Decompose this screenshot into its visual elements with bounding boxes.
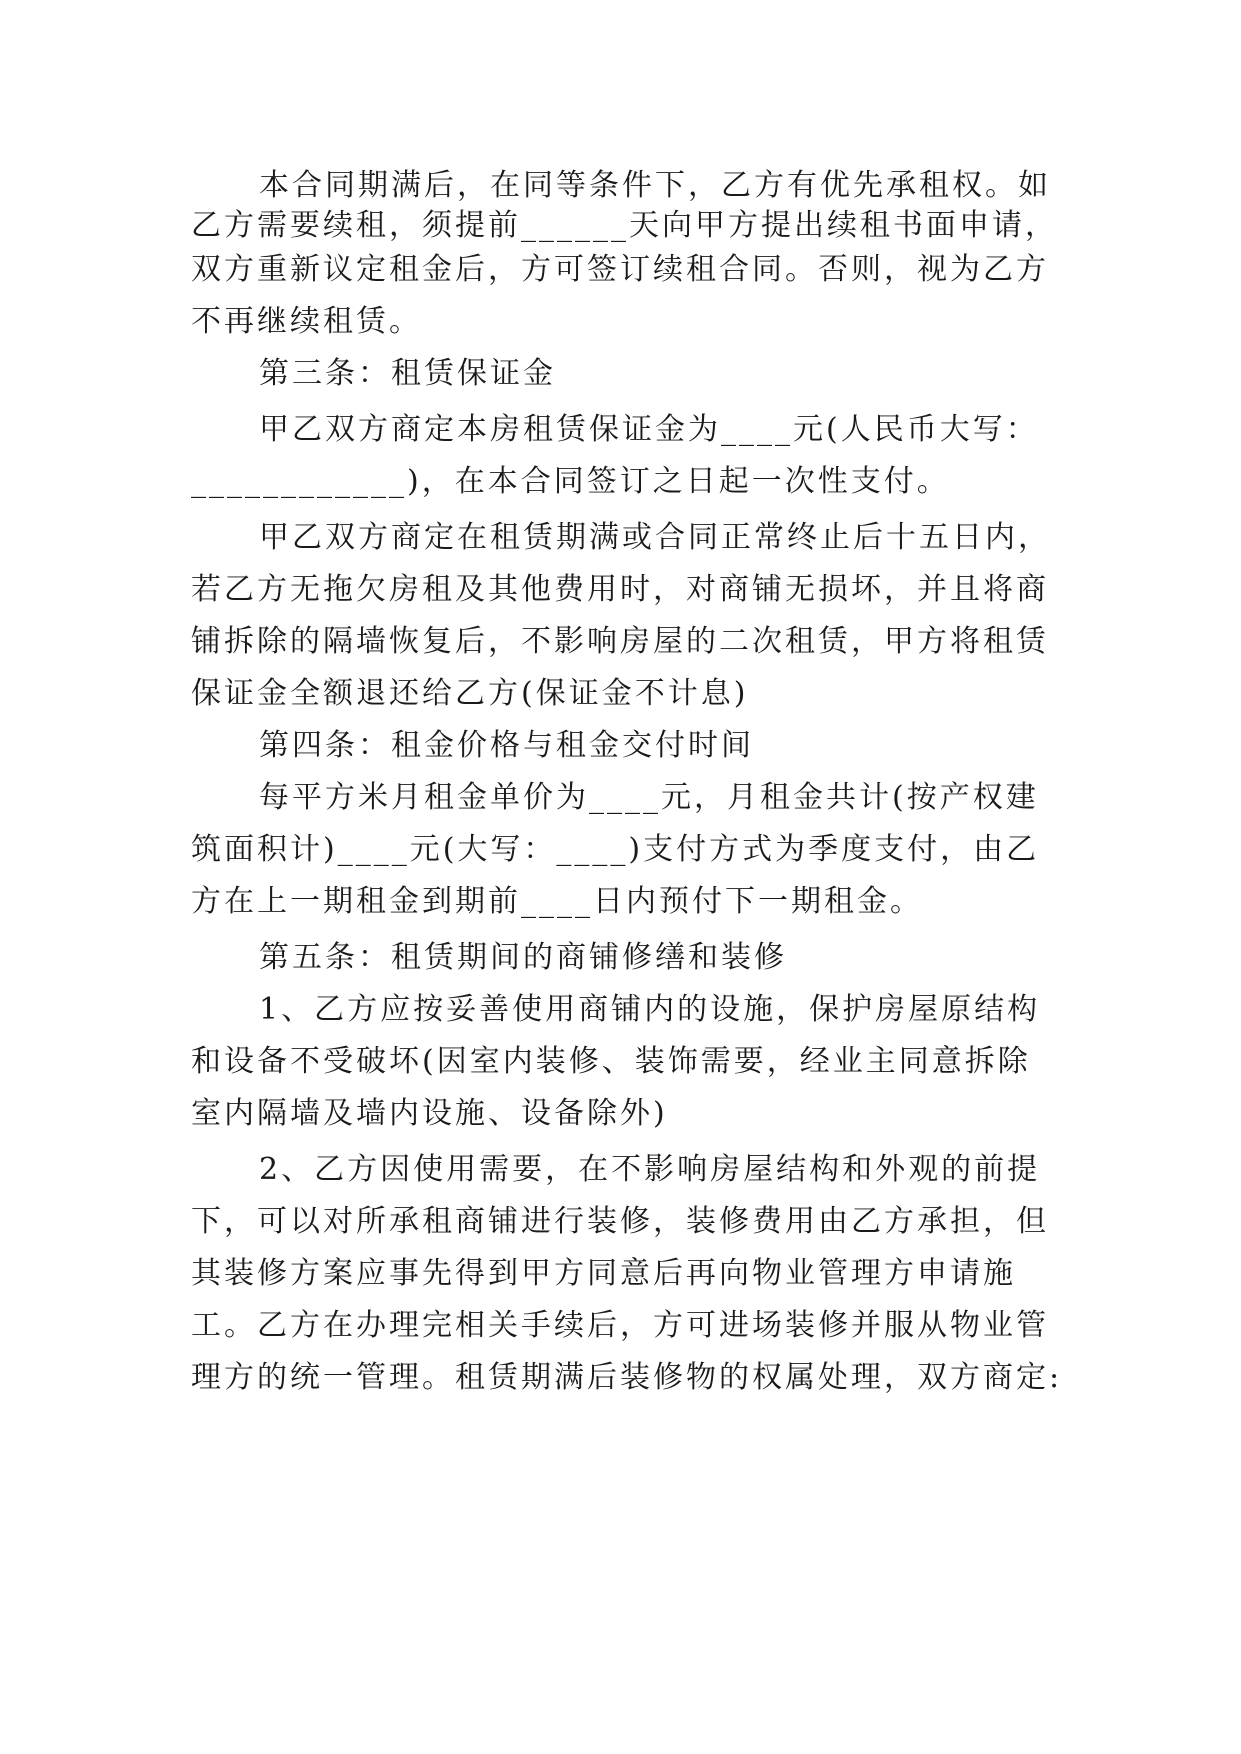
text-line: 双方重新议定租金后，方可签订续租合同。否则，视为乙方 (191, 252, 1049, 287)
text-line: 保证金全额退还给乙方(保证金不计息) (191, 676, 749, 711)
text-line: 和设备不受破坏(因室内装修、装饰需要，经业主同意拆除 (191, 1044, 1031, 1079)
section-heading-5: 第五条：租赁期间的商铺修缮和装修 (259, 940, 787, 975)
text-line: 铺拆除的隔墙恢复后，不影响房屋的二次租赁，甲方将租赁 (191, 624, 1049, 659)
text-line: 室内隔墙及墙内设施、设备除外) (191, 1096, 668, 1131)
text-line: 若乙方无拖欠房租及其他费用时，对商铺无损坏，并且将商 (191, 572, 1049, 607)
text-line: 1、乙方应按妥善使用商铺内的设施，保护房屋原结构 (259, 992, 1041, 1027)
text-line: 筑面积计)____元(大写：____)支付方式为季度支付，由乙 (191, 832, 1040, 867)
text-line: 其装修方案应事先得到甲方同意后再向物业管理方申请施 (191, 1256, 1016, 1291)
text-line: 甲乙双方商定本房租赁保证金为____元(人民币大写： (259, 412, 1039, 447)
text-line: 下，可以对所承租商铺进行装修，装修费用由乙方承担，但 (191, 1204, 1049, 1239)
section-heading-4: 第四条：租金价格与租金交付时间 (259, 728, 754, 763)
text-line: 甲乙双方商定在租赁期满或合同正常终止后十五日内， (259, 520, 1051, 555)
text-line: 理方的统一管理。租赁期满后装修物的权属处理，双方商定: (191, 1360, 1063, 1395)
text-line: 2、乙方因使用需要，在不影响房屋结构和外观的前提 (259, 1152, 1041, 1187)
text-line: ____________)，在本合同签订之日起一次性支付。 (191, 464, 950, 499)
text-line: 本合同期满后，在同等条件下，乙方有优先承租权。如 (259, 168, 1051, 203)
section-heading-3: 第三条：租赁保证金 (259, 356, 556, 391)
text-line: 每平方米月租金单价为____元，月租金共计(按产权建 (259, 780, 1039, 815)
text-line: 不再继续租赁。 (191, 304, 422, 339)
text-line: 方在上一期租金到期前____日内预付下一期租金。 (191, 884, 923, 919)
text-line: 乙方需要续租，须提前______天向甲方提出续租书面申请， (191, 208, 1058, 243)
text-line: 工。乙方在办理完相关手续后，方可进场装修并服从物业管 (191, 1308, 1049, 1343)
